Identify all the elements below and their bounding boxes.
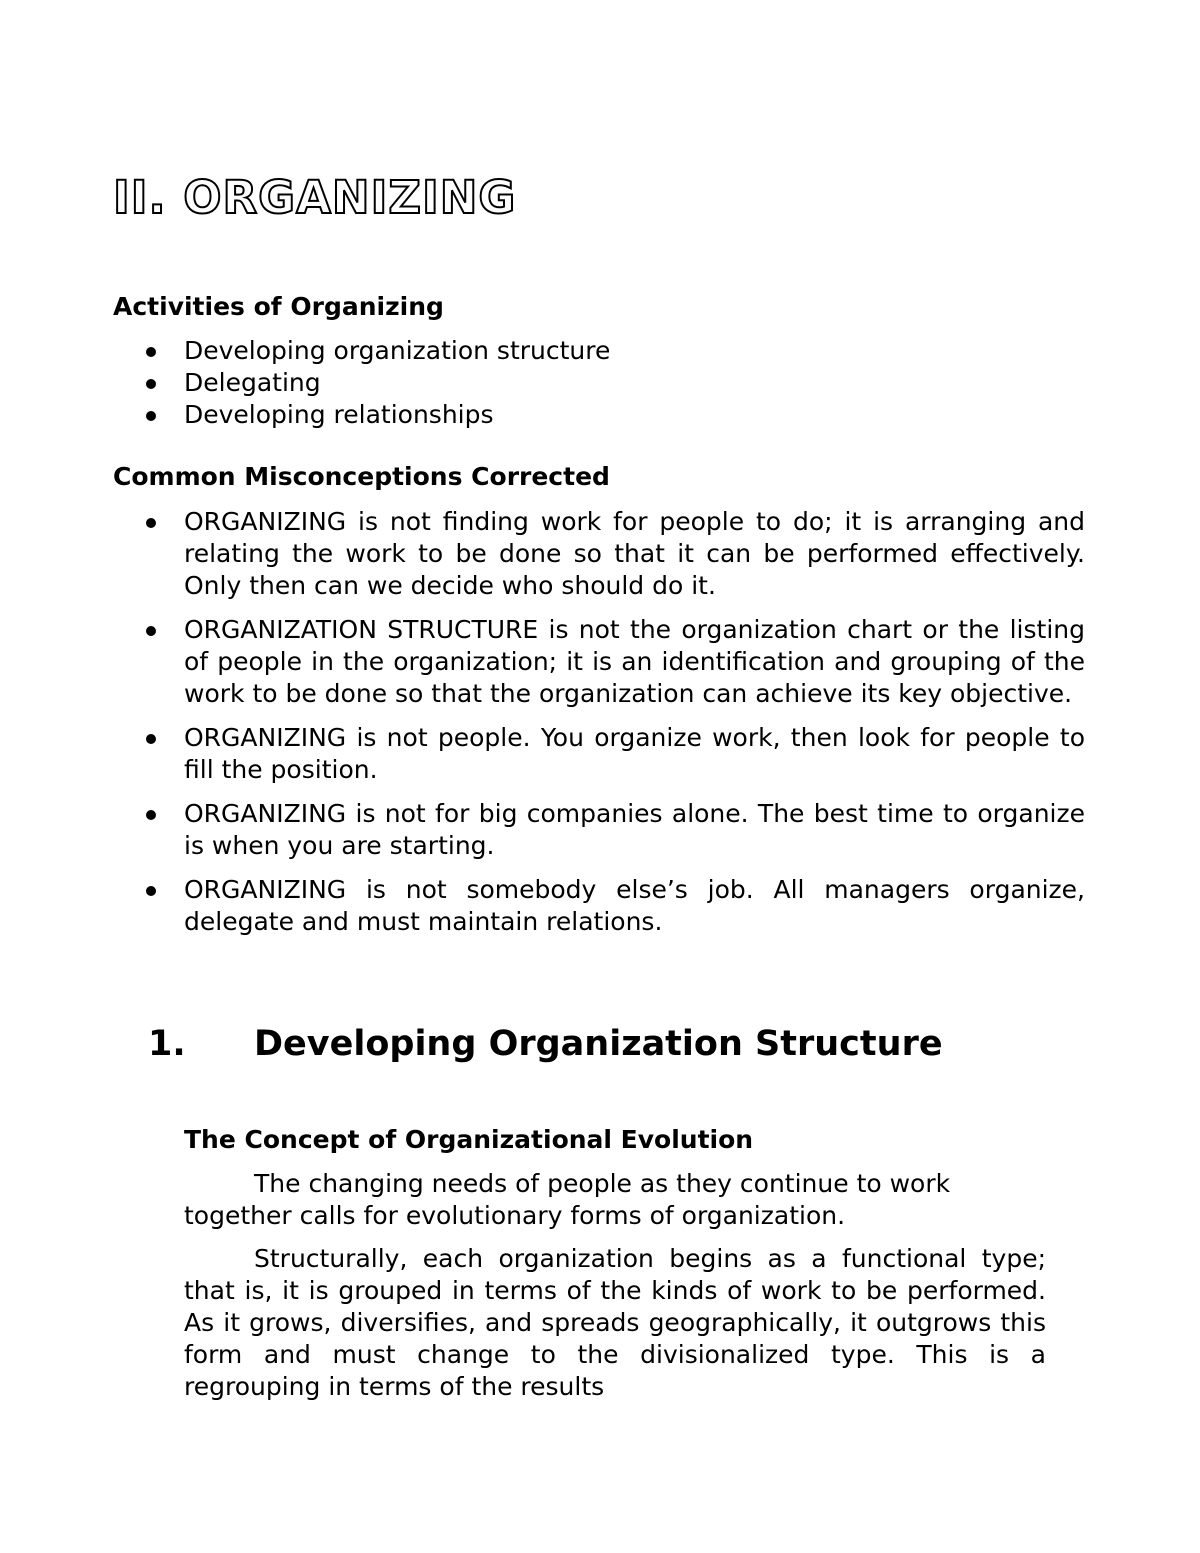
list-item: ORGANIZING is not for big companies alone. The best time to organize is when you are starting. <box>113 798 1085 862</box>
paragraph: Structurally, each organization begins as a functional type; that is, it is grouped in terms of the kinds of work to be performed. As it grows, diversifies, and spreads geographically, it outgrows this form and must change to the divisionalized type. This is a regrouping in terms of the results <box>184 1244 1046 1401</box>
misconceptions-heading: Common Misconceptions Corrected <box>113 462 610 491</box>
bullet-icon <box>146 379 156 389</box>
section-title: Developing Organization Structure <box>254 1024 943 1064</box>
paragraph: The changing needs of people as they continue to work together calls for evolutionary forms of organization. <box>184 1169 951 1230</box>
list-item: ORGANIZATION STRUCTURE is not the organization chart or the listing of people in the organization; it is an identification and grouping of the work to be done so that the organization can achieve its key objective. <box>113 614 1085 710</box>
subsection-heading: The Concept of Organizational Evolution <box>184 1125 754 1154</box>
activities-list <box>113 335 1085 431</box>
bullet-icon <box>146 411 156 421</box>
bullet-icon <box>146 810 156 820</box>
list-item: ORGANIZING is not somebody else’s job. All managers organize, delegate and must maintain relations. <box>113 874 1085 938</box>
misconceptions-list <box>113 506 1085 950</box>
section-heading <box>148 1020 943 1068</box>
list-item: Developing organization structure <box>113 335 1085 367</box>
bullet-icon <box>146 886 156 896</box>
bullet-icon <box>146 734 156 744</box>
bullet-icon <box>146 518 156 528</box>
bullet-icon <box>146 626 156 636</box>
list-item: ORGANIZING is not finding work for people to do; it is arranging and relating the work to be done so that it can be performed effectively. Only then can we decide who should do it. <box>113 506 1085 602</box>
list-item: Delegating <box>113 367 1085 399</box>
list-item: ORGANIZING is not people. You organize work, then look for people to fill the position. <box>113 722 1085 786</box>
list-item: Developing relationships <box>113 399 1085 431</box>
section-number: 1. <box>148 1024 186 1064</box>
activities-heading: Activities of Organizing <box>113 292 444 321</box>
bullet-icon <box>146 347 156 357</box>
page-title: II. ORGANIZING <box>113 171 517 224</box>
